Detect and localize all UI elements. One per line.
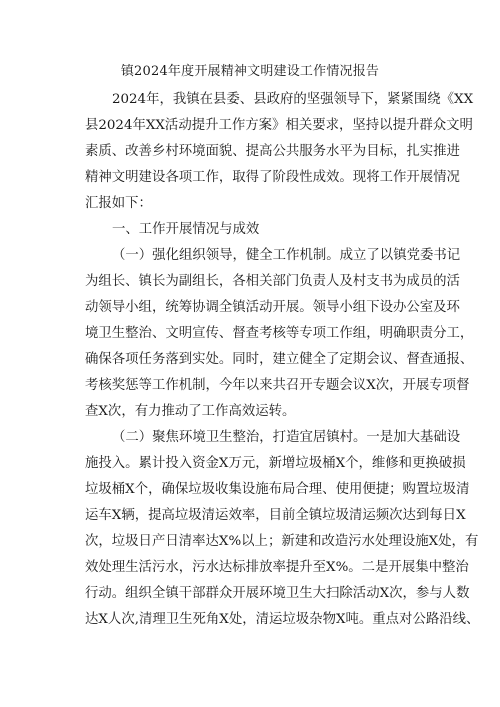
- paragraph-line: 境卫生整治、文明宣传、督查考核等专项工作组，明确职责分工，: [85, 326, 474, 341]
- paragraph-line: 为组长、镇长为副组长，各相关部门负责人及村支书为成员的活: [85, 274, 460, 289]
- paragraph-line: 次，垃圾日产日清率达X%以上；新建和改造污水处理设施X处，有: [85, 534, 479, 549]
- paragraph-line: （一）强化组织领导，健全工作机制。成立了以镇党委书记: [112, 248, 461, 263]
- paragraph-line: 垃圾桶X个，确保垃圾收集设施布局合理、使用便捷；购置垃圾清: [85, 482, 470, 497]
- paragraph-line: 行动。组织全镇干部群众开展环境卫生大扫除活动X次，参与人数: [85, 586, 470, 601]
- paragraph-line: 施投入。累计投入资金X万元，新增垃圾桶X个，维修和更换破损: [85, 456, 466, 471]
- paragraph-line: 效处理生活污水，污水达标排放率提升至X%。二是开展集中整治: [85, 560, 469, 575]
- paragraph-line: 县2024年XX活动提升工作方案》相关要求，坚持以提升群众文明: [85, 118, 473, 133]
- section-heading: 一、工作开展情况与成效: [112, 222, 260, 237]
- paragraph-line: 2024年，我镇在县委、县政府的坚强领导下，紧紧围绕《XX: [112, 92, 474, 107]
- paragraph-line: 精神文明建设各项工作，取得了阶段性成效。现将工作开展情况: [85, 170, 460, 185]
- paragraph-line: 确保各项任务落到实处。同时，建立健全了定期会议、督查通报、: [85, 352, 474, 367]
- paragraph-line: 素质、改善乡村环境面貌、提高公共服务水平为目标，扎实推进: [85, 144, 460, 159]
- paragraph-line: 动领导小组，统筹协调全镇活动开展。领导小组下设办公室及环: [85, 300, 460, 315]
- paragraph-line: 汇报如下：: [85, 196, 152, 211]
- paragraph-line: 查X次，有力推动了工作高效运转。: [85, 404, 296, 419]
- paragraph-line: 运车X辆，提高垃圾清运效率，目前全镇垃圾清运频次达到每日X: [85, 508, 466, 523]
- paragraph-line: 考核奖惩等工作机制，今年以来共召开专题会议X次，开展专项督: [85, 378, 470, 393]
- paragraph-line: （二）聚焦环境卫生整治，打造宜居镇村。一是加大基础设: [112, 430, 461, 445]
- document-title: 镇2024年度开展精神文明建设工作情况报告: [120, 64, 380, 79]
- paragraph-line: 达X人次,清理卫生死角X处，清运垃圾杂物X吨。重点对公路沿线、: [85, 612, 480, 627]
